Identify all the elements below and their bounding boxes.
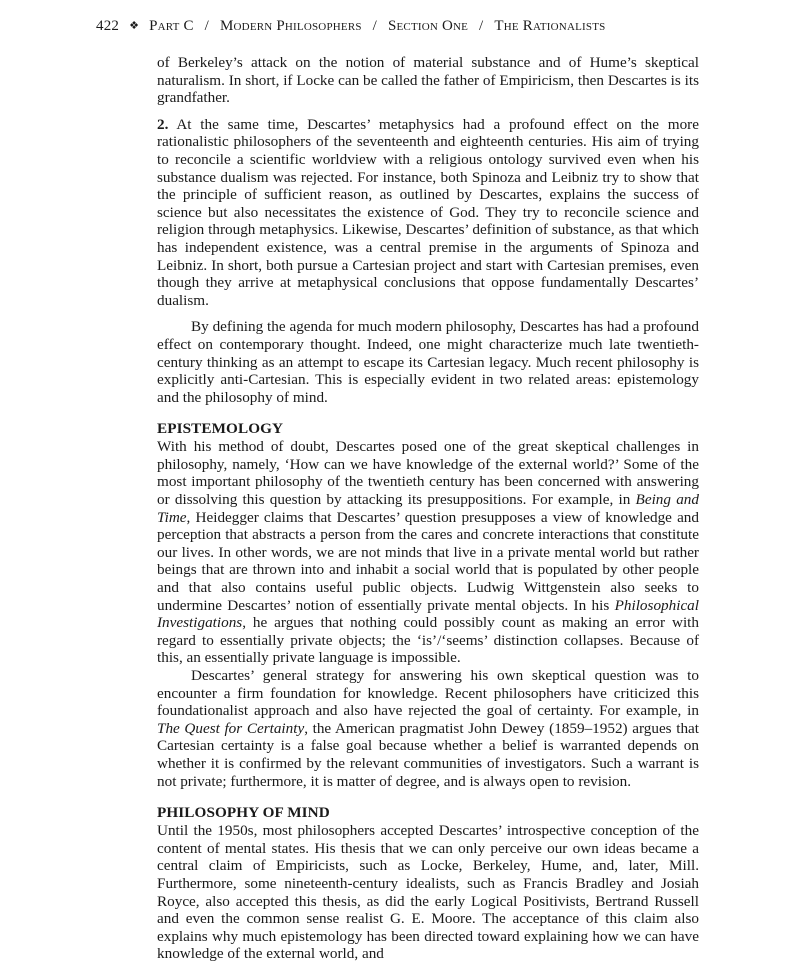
page-number: 422: [96, 18, 120, 34]
separator: /: [372, 18, 378, 34]
separator: /: [204, 18, 210, 34]
paragraph: of Berkeley’s attack on the notion of material substance and of Hume’s skeptical naturalism. In short, if Locke can be called the father of Empiricism, then Descartes is its grandfather.: [157, 54, 699, 107]
text-run: , he argues that nothing could possibly count as making an error with regard to essentially private objects; the ‘is’/‘seems’ distinction collapses. Because of this, an essentially private language is impossible.: [157, 614, 699, 667]
running-head: [96, 18, 605, 35]
item-number: 2.: [157, 115, 169, 133]
paragraph: Until the 1950s, most philosophers accepted Descartes’ introspective conception of the content of mental states. His thesis that we can only perceive our own ideas became a central claim of Empiricists, such as Locke, Berkeley, Hume, and, later, Mill. Furthermore, some nineteenth-century idealists, such as Francis Bradley and Josiah Royce, also accepted this thesis, as did the early Logical Positivists, Bertrand Russell and even the common sense realist G. E. Moore. The acceptance of this claim also explains why much epistemology has been directed toward explaining how we can have knowledge of the external world, and: [157, 822, 699, 963]
paragraph: By defining the agenda for much modern philosophy, Descartes has had a profound effect on contemporary thought. Indeed, one might characterize much late twentieth-century thinking as an attempt to escape its Cartesian legacy. Much recent philosophy is explicitly anti-Cartesian. This is especially evident in two related areas: epistemology and the philosophy of mind.: [157, 318, 699, 406]
text-run: With his method of doubt, Descartes posed one of the great skeptical challenges in philosophy, namely, ‘How can we have knowledge of the external world?’ Some of the most important philosophy of the twentieth century has been concerned with answering or dissolving this question by attacking its presuppositions. For example, in: [157, 438, 699, 509]
ornament-icon: ❖: [129, 20, 140, 32]
paragraph: [157, 438, 699, 667]
book-title: Being and Time: [157, 491, 699, 526]
book-title: The Quest for Certainty: [157, 719, 305, 737]
text-run: , the American pragmatist John Dewey (1859–1952) argues that Cartesian certainty is a false goal because whether a belief is warranted depends on whether it is confirmed by the relevant communities of investigators. Such a warrant is not private; furthermore, it is matter of degree, and is always open to revision.: [157, 719, 699, 790]
text-run: , Heidegger claims that Descartes’ question presupposes a view of knowledge and perception that abstracts a person from the cares and concrete interactions that constitute our lives. In other words, we are not minds that live in a private mental world but rather beings that are thrown into and inhabit a social world that is populated by other people and that also contains useful public objects. Ludwig Wittgenstein also seeks to undermine Descartes’ notion of essentially private mental objects. In his: [157, 508, 699, 614]
separator: /: [479, 18, 484, 34]
chapter-title: The Rationalists: [494, 18, 606, 34]
section-heading-epistemology: EPISTEMOLOGY: [157, 420, 284, 438]
paragraph: [157, 667, 699, 790]
section-number: Section One: [387, 18, 469, 34]
part-label: Part C: [149, 18, 194, 34]
text-run: Descartes’ general strategy for answering his own skeptical question was to encounter a firm foundation for knowledge. Recent philosophers have criticized this foundationalist approach and also have rejected the goal of certainty. For example, in: [157, 667, 699, 720]
section-label: Modern Philosophers: [220, 18, 362, 34]
section-heading-philosophy-of-mind: PHILOSOPHY OF MIND: [157, 804, 330, 822]
page-body: [157, 54, 699, 963]
paragraph-text: At the same time, Descartes’ metaphysics had a profound effect on the more rationalistic philosophers of the seventeenth and eighteenth centuries. His aim of trying to reconcile a scientific worldview with a religious ontology survived even when his substance dualism was rejected. For instance, both Spinoza and Leibniz try to show that the principle of sufficient reason, as outlined by Descartes, explains the success of science but also necessitates the existence of God. They try to reconcile science and religion through metaphysics. Likewise, Descartes’ definition of substance, as that which has independent existence, was a central premise in the arguments of Spinoza and Leibniz. In short, both pursue a Cartesian project and start with Cartesian premises, even though they arrive at metaphysical conclusions that oppose fundamentally Descartes’ dualism.: [157, 115, 699, 309]
numbered-paragraph: [157, 116, 699, 310]
book-title: Philosophical Investigations: [157, 596, 699, 632]
